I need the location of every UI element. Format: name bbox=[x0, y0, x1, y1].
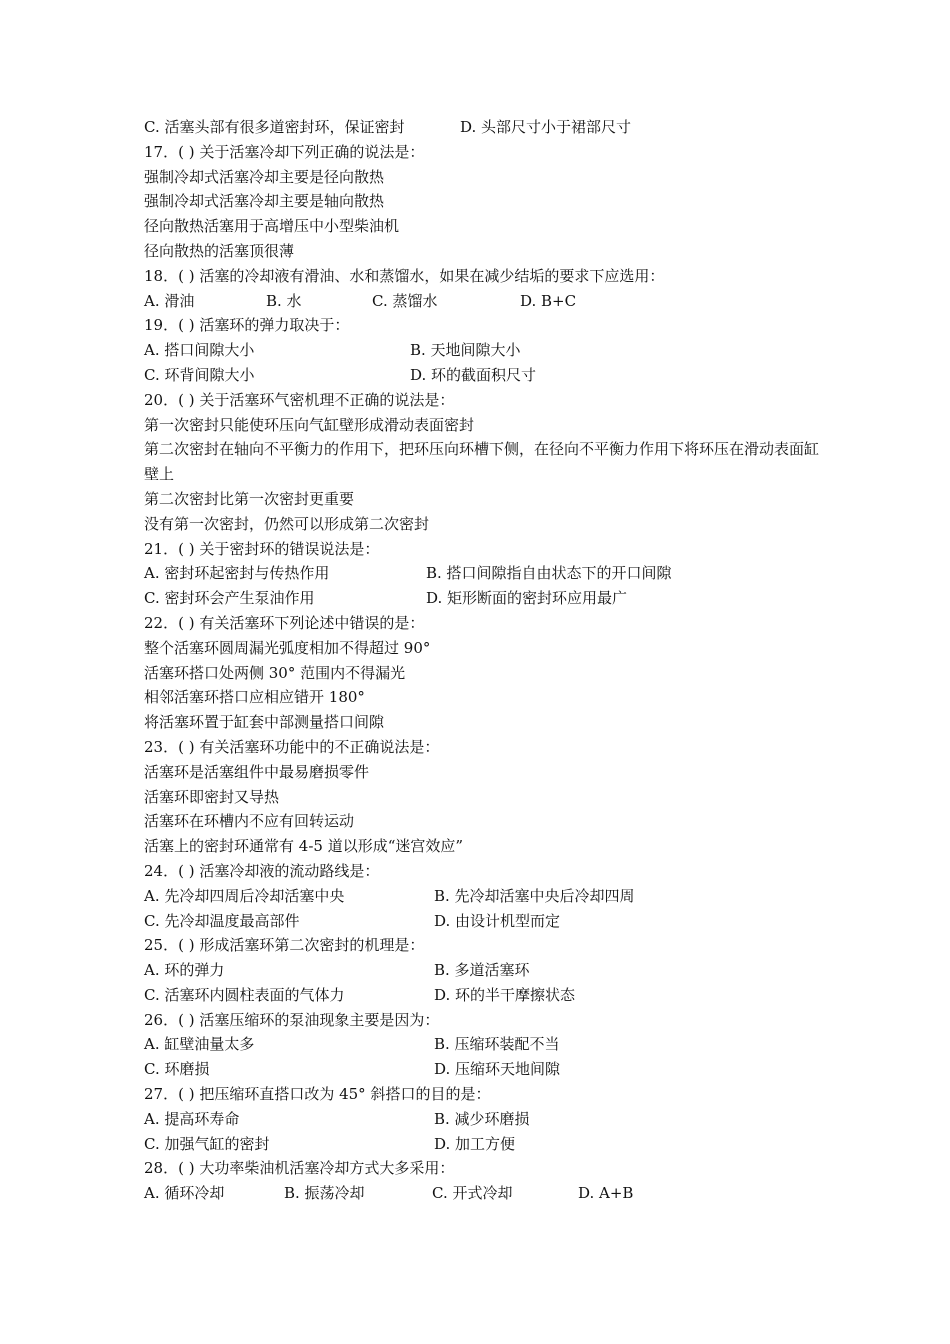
statement-line: 整个活塞环圆周漏光弧度相加不得超过 90° bbox=[144, 638, 431, 657]
statement-line: 相邻活塞环搭口应相应错开 180° bbox=[144, 688, 365, 707]
option-row bbox=[144, 363, 824, 388]
option-row bbox=[144, 289, 824, 314]
question-list bbox=[144, 115, 824, 1206]
option-row bbox=[144, 338, 824, 363]
answer-option: D. 加工方便 bbox=[434, 1134, 516, 1153]
option-row bbox=[144, 884, 824, 909]
question-stem: 25．( ) 形成活塞环第二次密封的机理是： bbox=[144, 936, 425, 955]
answer-option: A. 提高环寿命 bbox=[144, 1109, 240, 1128]
question-stem: 22．( ) 有关活塞环下列论述中错误的是： bbox=[144, 613, 425, 632]
statement-line: 强制冷却式活塞冷却主要是径向散热 bbox=[144, 167, 385, 186]
answer-option: D. 环的半干摩擦状态 bbox=[434, 985, 576, 1004]
statement-line: 第二次密封比第一次密封更重要 bbox=[144, 489, 355, 508]
option-row bbox=[144, 1181, 824, 1206]
question-stem: 28．( ) 大功率柴油机活塞冷却方式大多采用： bbox=[144, 1159, 455, 1178]
answer-option: D. 头部尺寸小于裙部尺寸 bbox=[460, 118, 632, 136]
answer-option: A. 滑油 bbox=[144, 291, 195, 310]
answer-option: C. 蒸馏水 bbox=[372, 291, 438, 310]
answer-option: B. 搭口间隙指自由状态下的开口间隙 bbox=[426, 564, 672, 583]
question-stem: 21．( ) 关于密封环的错误说法是： bbox=[144, 539, 380, 558]
answer-option: C. 环磨损 bbox=[144, 1060, 210, 1079]
answer-option: B. 振荡冷却 bbox=[284, 1184, 365, 1203]
answer-option: B. 水 bbox=[266, 291, 302, 310]
answer-option: C. 加强气缸的密封 bbox=[144, 1134, 270, 1153]
question-stem: 19．( ) 活塞环的弹力取决于： bbox=[144, 316, 350, 335]
statement-line: 没有第一次密封，仍然可以形成第二次密封 bbox=[144, 514, 430, 533]
statement-line: 第二次密封在轴向不平衡力的作用下，把环压向环槽下侧，在径向不平衡力作用下将环压在滑动表面缸壁上 bbox=[144, 440, 820, 484]
question-stem: 20．( ) 关于活塞环气密机理不正确的说法是： bbox=[144, 390, 455, 409]
answer-option: A. 搭口间隙大小 bbox=[144, 341, 255, 360]
answer-option: C. 活塞环内圆柱表面的气体力 bbox=[144, 985, 345, 1004]
option-row bbox=[144, 1032, 824, 1057]
answer-option: A. 环的弹力 bbox=[144, 961, 225, 980]
answer-option: B. 多道活塞环 bbox=[434, 961, 530, 980]
answer-option: C. 环背间隙大小 bbox=[144, 365, 255, 384]
statement-line: 活塞环是活塞组件中最易磨损零件 bbox=[144, 762, 370, 781]
answer-option: A. 先冷却四周后冷却活塞中央 bbox=[144, 886, 345, 905]
option-row bbox=[144, 561, 824, 586]
statement-line: 径向散热的活塞顶很薄 bbox=[144, 241, 295, 260]
question-stem: 17．( ) 关于活塞冷却下列正确的说法是： bbox=[144, 142, 425, 161]
option-row bbox=[144, 1132, 824, 1157]
statement-line: 径向散热活塞用于高增压中小型柴油机 bbox=[144, 217, 400, 236]
answer-option: D. 压缩环天地间隙 bbox=[434, 1060, 561, 1079]
statement-line: 第一次密封只能使环压向气缸壁形成滑动表面密封 bbox=[144, 415, 475, 434]
answer-option: A. 密封环起密封与传热作用 bbox=[144, 564, 330, 583]
option-row bbox=[144, 1107, 824, 1132]
question-stem: 18．( ) 活塞的冷却液有滑油、水和蒸馏水，如果在减少结垢的要求下应选用： bbox=[144, 266, 665, 285]
option-row bbox=[144, 958, 824, 983]
option-row bbox=[144, 115, 824, 140]
statement-line: 活塞环搭口处两侧 30° 范围内不得漏光 bbox=[144, 663, 406, 682]
answer-option: A. 循环冷却 bbox=[144, 1184, 225, 1203]
option-row bbox=[144, 909, 824, 934]
question-stem: 26．( ) 活塞压缩环的泵油现象主要是因为： bbox=[144, 1010, 440, 1029]
statement-line: 强制冷却式活塞冷却主要是轴向散热 bbox=[144, 192, 385, 211]
answer-option: D. 矩形断面的密封环应用最广 bbox=[426, 589, 628, 608]
answer-option: B. 先冷却活塞中央后冷却四周 bbox=[434, 886, 635, 905]
question-stem: 23．( ) 有关活塞环功能中的不正确说法是： bbox=[144, 737, 440, 756]
statement-line: 活塞上的密封环通常有 4-5 道以形成“迷宫效应” bbox=[144, 837, 464, 856]
answer-option: C. 密封环会产生泵油作用 bbox=[144, 589, 315, 608]
answer-option: B. 天地间隙大小 bbox=[410, 341, 521, 360]
answer-option: A. 缸壁油量太多 bbox=[144, 1035, 255, 1054]
answer-option: C. 开式冷却 bbox=[432, 1184, 513, 1203]
question-stem: 27．( ) 把压缩环直搭口改为 45° 斜搭口的目的是： bbox=[144, 1085, 491, 1104]
answer-option: B. 压缩环装配不当 bbox=[434, 1035, 560, 1054]
statement-line: 活塞环在环槽内不应有回转运动 bbox=[144, 812, 355, 831]
answer-option: D. B+C bbox=[520, 291, 577, 310]
statement-line: 将活塞环置于缸套中部测量搭口间隙 bbox=[144, 713, 385, 732]
option-row bbox=[144, 983, 824, 1008]
answer-option: C. 先冷却温度最高部件 bbox=[144, 911, 300, 930]
answer-option: C. 活塞头部有很多道密封环，保证密封 bbox=[144, 118, 405, 136]
option-row bbox=[144, 586, 824, 611]
answer-option: D. A+B bbox=[578, 1184, 634, 1203]
option-row bbox=[144, 1057, 824, 1082]
statement-line: 活塞环即密封又导热 bbox=[144, 787, 280, 806]
answer-option: D. 环的截面积尺寸 bbox=[410, 365, 537, 384]
answer-option: B. 减少环磨损 bbox=[434, 1109, 530, 1128]
answer-option: D. 由设计机型而定 bbox=[434, 911, 561, 930]
question-stem: 24．( ) 活塞冷却液的流动路线是： bbox=[144, 861, 380, 880]
